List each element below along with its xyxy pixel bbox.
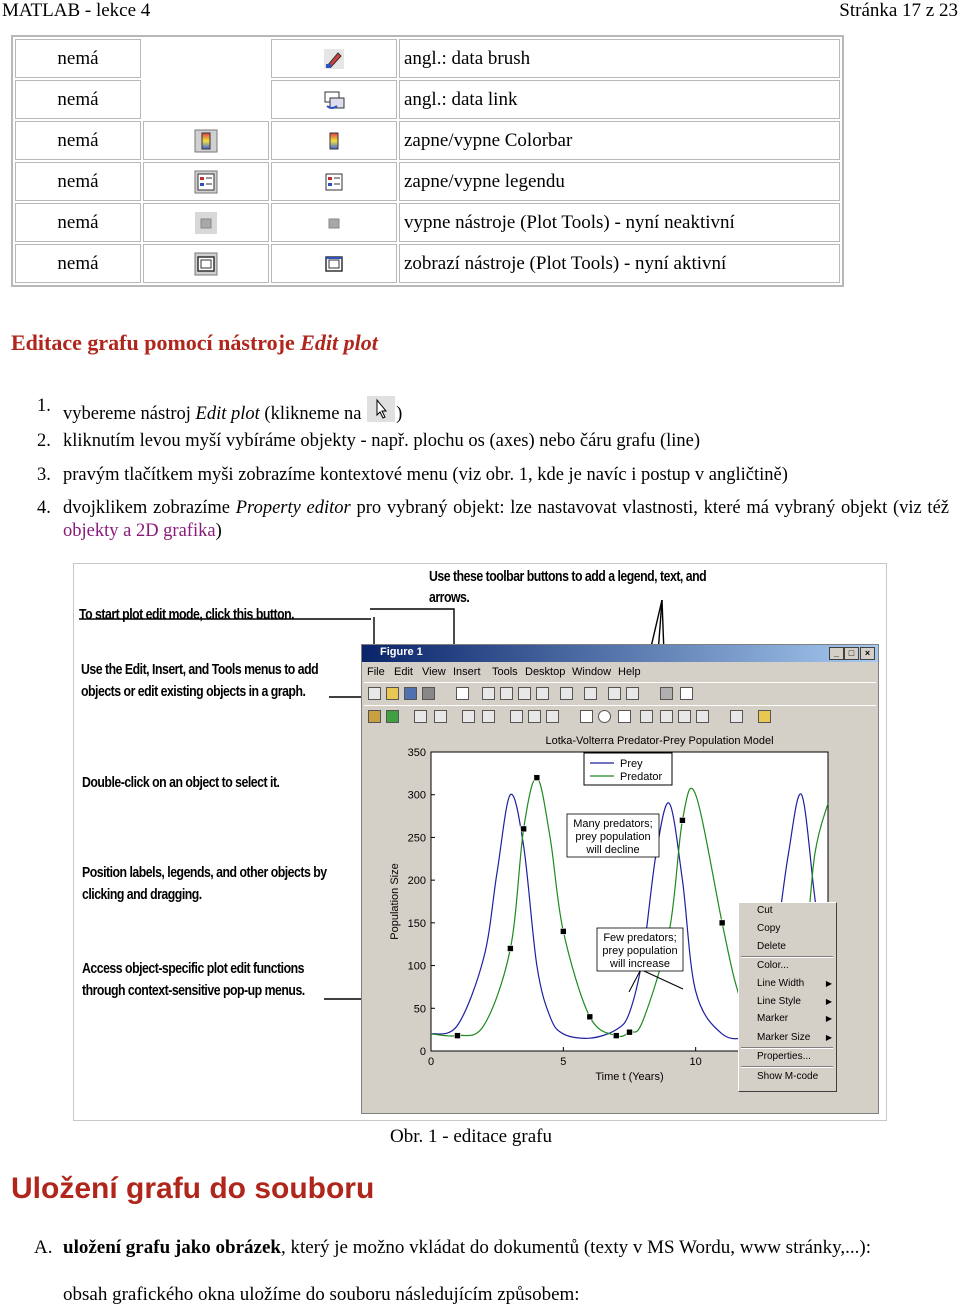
textbox-many-predators-line: prey population (575, 831, 651, 843)
table-row (15, 203, 840, 242)
line-color-icon[interactable] (386, 710, 399, 723)
minimize-button[interactable]: _ (829, 647, 844, 660)
table-cell: nemá (15, 121, 141, 160)
close-button[interactable]: × (860, 647, 875, 660)
section-title-edit (11, 330, 378, 356)
selection-handle (679, 817, 685, 823)
annotation: Access object-specific plot edit functions (82, 960, 304, 977)
textbox-many-predators-line: Many predators; (573, 818, 653, 830)
legend-icon (194, 170, 218, 194)
header-left: MATLAB - lekce 4 (2, 0, 151, 21)
legend-label: Prey (620, 758, 643, 770)
selection-handle (454, 1033, 460, 1039)
context-menu-item-delete[interactable]: Delete (757, 941, 786, 952)
annotation: clicking and dragging. (82, 886, 202, 903)
show-plot-tools-icon (322, 252, 346, 276)
italic: Property editor (235, 498, 351, 518)
textbox-few-predators-line: will increase (610, 958, 670, 970)
table-cell (271, 121, 397, 160)
text-arrow-icon[interactable] (696, 710, 709, 723)
title-italic: Edit plot (300, 330, 378, 355)
list-item (37, 464, 949, 487)
y-tick-label: 100 (407, 960, 426, 973)
text: ) (215, 521, 222, 541)
context-menu-item-marker[interactable]: Marker (757, 1013, 789, 1024)
align-left-icon[interactable] (510, 710, 523, 723)
colorbar-icon (194, 129, 218, 153)
annotation: To start plot edit mode, click this button. (79, 606, 295, 623)
text: pro vybraný objekt: lze nastavovat vlastnosti, které má vybraný objekt (viz též (350, 498, 949, 518)
menu-view[interactable]: View (422, 666, 446, 678)
annotation: Double-click on an object to select it. (82, 774, 280, 791)
table-cell: nemá (15, 244, 141, 283)
submenu-arrow-icon: ▶ (825, 1014, 832, 1023)
open-icon[interactable] (386, 687, 399, 700)
textbox-icon[interactable] (618, 710, 631, 723)
annotation: objects or edit existing objects in a graph. (81, 683, 306, 700)
table-cell (143, 203, 269, 242)
window-title: Figure 1 (380, 646, 423, 658)
hide-plot-tools-icon[interactable] (660, 687, 673, 700)
context-menu-item-line-style[interactable]: Line Style (757, 996, 801, 1007)
annotation: Use the Edit, Insert, and Tools menus to add (81, 661, 319, 678)
menu-insert[interactable]: Insert (453, 666, 481, 678)
annotation: arrows. (429, 589, 470, 606)
y-tick-label: 0 (419, 1046, 426, 1058)
context-menu-item-copy[interactable]: Copy (757, 923, 781, 934)
italic: Edit plot (195, 404, 260, 424)
link-objekty[interactable]: objekty a 2D grafika (63, 521, 216, 541)
link-icon (322, 88, 346, 112)
menu-separator (741, 1066, 833, 1068)
x-tick-label: 10 (689, 1056, 702, 1068)
textbox-few-predators-line: prey population (602, 945, 678, 957)
figure-toolbar (364, 682, 876, 706)
legend-icon[interactable] (626, 687, 639, 700)
double-arrow-icon[interactable] (678, 710, 691, 723)
y-tick-label: 200 (407, 875, 426, 888)
toolbar-icon-table (11, 35, 844, 287)
annotation: through context-sensitive pop-up menus. (82, 982, 305, 999)
table-cell: angl.: data link (399, 80, 840, 119)
table-cell (271, 203, 397, 242)
text: , který je možno vkládat do dokumentů (texty v MS Wordu, www stránky,...): (280, 1237, 871, 1258)
hide-plot-tools-icon (194, 211, 218, 235)
list-item (37, 395, 949, 426)
list-text (63, 497, 949, 543)
rotate-icon[interactable] (536, 687, 549, 700)
edit-plot-arrow-icon (366, 395, 396, 423)
list-text (63, 1236, 948, 1259)
table-row (15, 121, 840, 160)
list-letter: A. (34, 1237, 53, 1258)
text: vybereme nástroj (63, 404, 196, 424)
list-number: 4. (37, 498, 51, 518)
menu-file[interactable]: File (367, 666, 385, 678)
y-axis-label: Population Size (389, 863, 401, 940)
menu-separator (741, 1047, 833, 1049)
selection-handle (627, 1029, 633, 1035)
new-figure-icon[interactable] (368, 687, 381, 700)
show-plot-tools-icon[interactable] (680, 687, 693, 700)
list-text: kliknutím levou myší vybíráme objekty - např. plochu os (axes) nebo čáru grafu (line) (63, 431, 701, 451)
context-menu-item-marker-size[interactable]: Marker Size (757, 1032, 811, 1043)
x-tick-label: 0 (427, 1056, 435, 1068)
align-distribute-icon[interactable] (758, 710, 771, 723)
textbox-many-predators-line: will decline (586, 844, 640, 856)
text: ) (396, 404, 403, 424)
align-center-icon[interactable] (528, 710, 541, 723)
header-right: Stránka 17 z 23 (839, 0, 958, 21)
bold-icon[interactable] (462, 710, 475, 723)
legend-label: Predator (620, 771, 663, 783)
context-menu-item-color[interactable]: Color... (757, 960, 789, 971)
table-cell (271, 80, 397, 119)
hide-plot-tools-icon (322, 211, 346, 235)
context-menu-item-cut[interactable]: Cut (757, 905, 773, 916)
list-text: pravým tlačítkem myši zobrazíme kontextové menu (viz obr. 1, kde je navíc i postup v angličtině) (63, 465, 788, 485)
selection-handle (560, 928, 566, 934)
menubar (362, 663, 878, 681)
y-tick-label: 150 (407, 917, 426, 930)
table-cell (143, 80, 269, 119)
table-cell: vypne nástroje (Plot Tools) - nyní neaktivní (399, 203, 840, 242)
ellipse-icon[interactable] (598, 710, 611, 723)
list-number: 2. (37, 431, 51, 451)
figure-image (73, 563, 887, 1121)
zoom-out-icon[interactable] (500, 687, 513, 700)
table-cell: zapne/vypne Colorbar (399, 121, 840, 160)
x-axis-label: Time t (Years) (595, 1071, 664, 1083)
table-cell (271, 39, 397, 78)
table-cell: zapne/vypne legendu (399, 162, 840, 201)
selection-handle (521, 826, 527, 832)
table-cell: nemá (15, 203, 141, 242)
x-tick-label: 5 (560, 1056, 567, 1068)
rectangle-icon[interactable] (580, 710, 593, 723)
zoom-in-icon[interactable] (482, 687, 495, 700)
font-color-icon[interactable] (414, 710, 427, 723)
figure-caption: Obr. 1 - editace grafu (390, 1126, 552, 1147)
paragraph: obsah grafického okna uložíme do souboru následujícím způsobem: (63, 1284, 580, 1305)
chart-title: Lotka-Volterra Predator-Prey Population Model (545, 735, 774, 747)
selection-handle (613, 1033, 619, 1039)
y-tick-label: 300 (407, 789, 426, 802)
list-number: 3. (37, 465, 51, 485)
menu-window[interactable]: Window (572, 666, 612, 678)
list-text (63, 395, 949, 426)
table-cell (143, 39, 269, 78)
font-icon[interactable] (434, 710, 447, 723)
maximize-button[interactable]: □ (844, 647, 859, 660)
text: dvojklikem zobrazíme (63, 498, 236, 518)
bold-text: uložení grafu jako obrázek (63, 1237, 281, 1258)
table-cell (143, 244, 269, 283)
textbox-few-predators-line: Few predators; (603, 932, 677, 944)
table-row (15, 244, 840, 283)
plot-edit-toolbar (364, 705, 876, 729)
pin-icon[interactable] (730, 710, 743, 723)
fill-color-icon[interactable] (368, 710, 381, 723)
text: (klikneme na (259, 404, 367, 424)
context-menu-item-line-width[interactable]: Line Width (757, 978, 805, 989)
table-row (15, 162, 840, 201)
arrow-icon[interactable] (660, 710, 673, 723)
list-number: 1. (37, 396, 51, 416)
legend-icon (322, 170, 346, 194)
menu-edit[interactable]: Edit (394, 666, 413, 678)
menu-desktop[interactable]: Desktop (525, 666, 566, 678)
line-icon[interactable] (640, 710, 653, 723)
selection-handle (534, 775, 540, 781)
section-title-save: Uložení grafu do souboru (11, 1172, 375, 1205)
annotation: Position labels, legends, and other objects by (82, 864, 327, 881)
selection-handle (507, 945, 513, 951)
context-menu-item-show-mcode[interactable]: Show M-code (757, 1071, 819, 1082)
colorbar-icon[interactable] (608, 687, 621, 700)
pan-icon[interactable] (518, 687, 531, 700)
colorbar-icon (322, 129, 346, 153)
submenu-arrow-icon: ▶ (825, 1033, 832, 1042)
align-right-icon[interactable] (546, 710, 559, 723)
menu-help[interactable]: Help (618, 666, 641, 678)
list-item (37, 497, 949, 543)
y-tick-label: 50 (413, 1003, 426, 1016)
menu-tools[interactable]: Tools (492, 666, 518, 678)
table-cell: angl.: data brush (399, 39, 840, 78)
print-icon[interactable] (422, 687, 435, 700)
submenu-arrow-icon: ▶ (825, 979, 832, 988)
table-cell (143, 121, 269, 160)
save-icon[interactable] (404, 687, 417, 700)
datacursor-icon[interactable] (560, 687, 573, 700)
table-cell: zobrazí nástroje (Plot Tools) - nyní aktivní (399, 244, 840, 283)
submenu-arrow-icon: ▶ (825, 997, 832, 1006)
annotation: Use these toolbar buttons to add a legend, text, and (429, 568, 707, 585)
table-cell (271, 244, 397, 283)
brush-icon[interactable] (584, 687, 597, 700)
table-row (15, 39, 840, 78)
table-cell: nemá (15, 162, 141, 201)
plot-area (362, 727, 878, 1113)
y-tick-label: 350 (407, 747, 426, 759)
table-cell: nemá (15, 39, 141, 78)
title-text: Editace grafu pomocí nástroje (11, 330, 301, 355)
menu-separator (741, 956, 833, 958)
list-item (37, 430, 949, 453)
context-menu-item-properties[interactable]: Properties... (757, 1051, 811, 1062)
brush-icon (322, 47, 346, 71)
y-tick-label: 250 (407, 832, 426, 845)
figure-window (361, 644, 879, 1114)
italic-icon[interactable] (482, 710, 495, 723)
edit-plot-arrow-icon[interactable] (456, 687, 469, 700)
table-row (15, 80, 840, 119)
window-titlebar (362, 645, 878, 662)
table-cell (143, 162, 269, 201)
list-item (34, 1236, 948, 1259)
selection-handle (587, 1014, 593, 1020)
show-plot-tools-icon (194, 252, 218, 276)
table-cell (271, 162, 397, 201)
selection-handle (719, 920, 725, 926)
context-menu (738, 902, 837, 1092)
table-cell: nemá (15, 80, 141, 119)
